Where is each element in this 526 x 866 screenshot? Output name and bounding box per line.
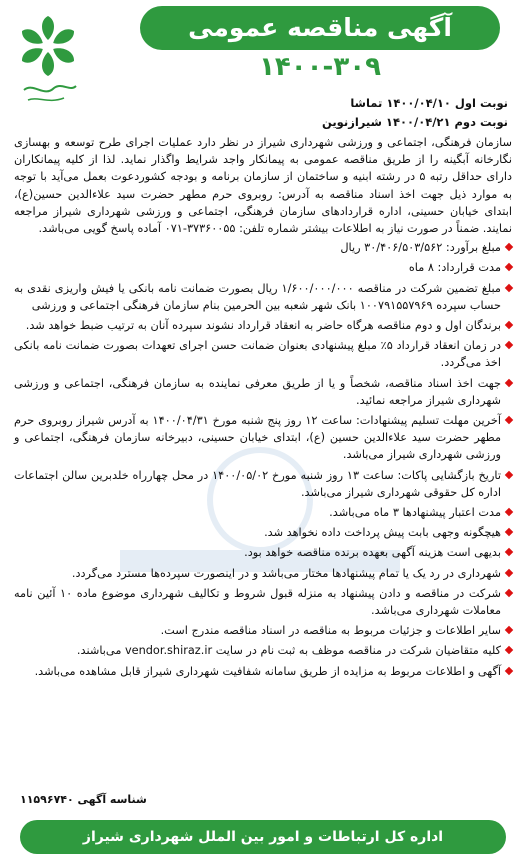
list-item-text: کلیه متقاضیان شرکت در مناقصه موظف به ثبت نام در سایت vendor.shiraz.ir می‌باشند.	[76, 644, 501, 658]
list-item-text: بدیهی است هزینه آگهی بعهده برنده مناقصه خواهد بود.	[244, 546, 501, 560]
list-item	[14, 280, 512, 314]
diamond-bullet-icon	[505, 666, 513, 674]
diamond-bullet-icon	[505, 243, 513, 251]
list-item-text: آگهی و اطلاعات مربوط به مزایده از طریق سامانه شفافیت شهرداری شیراز قابل مشاهده می‌باشد.	[34, 664, 501, 678]
list-item-text: سایر اطلاعات و جزئیات مربوط به مناقصه در اسناد مناقصه مندرج است.	[160, 624, 501, 638]
list-item-text: هیچگونه وجهی بابت پیش پرداخت داده نخواهد شد.	[264, 526, 501, 540]
list-item	[14, 412, 512, 464]
list-item-text: مبلغ تضمین شرکت در مناقصه ۱/۶۰۰/۰۰۰/۰۰۰ ریال بصورت ضمانت نامه بانکی یا فیش واریزی نقدی به حساب سپرده ۱۰۰۷۹۱۵۵۷۹۶۹ بانک شهر شعبه بین الحرمین بنام سازمان فرهنگی اجتماعی و ورزشی	[14, 281, 501, 312]
diamond-bullet-icon	[505, 548, 513, 556]
list-item	[14, 317, 512, 334]
diamond-bullet-icon	[505, 508, 513, 516]
list-item-text: شرکت در مناقصه و دادن پیشنهاد به منزله قبول شروط و تکالیف شهرداری موضوع ماده ۱۰ آئین نامه معاملات شهرداری می‌باشد.	[14, 586, 502, 618]
list-item	[14, 375, 512, 409]
list-item-text: آخرین مهلت تسلیم پیشنهادات: ساعت ۱۲ روز پنج شنبه مورخ ۱۴۰۰/۰۴/۳۱ به آدرس شیراز روبروی حرم مطهر حضرت سید علاءالدین حسین (ع)، ابتدای خیابان حسینی، دبیرخانه سازمان فرهنگی، اجتماعی و ورزشی شهرداری شیراز می‌باشد.	[14, 414, 501, 462]
list-item-text: شهرداری در رد یک یا تمام پیشنهادها مختار می‌باشد و در اینصورت سپرده‌ها مسترد می‌گردد.	[71, 566, 501, 580]
list-item-text: جهت اخذ اسناد مناقصه، شخصاً و یا از طریق معرفی نماینده به سازمان فرهنگی، اجتماعی و ورزشی شهرداری شیراز مراجعه نمائید.	[14, 376, 501, 407]
list-item	[14, 259, 512, 276]
list-item-text: مدت اعتبار پیشنهادها ۳ ماه می‌باشد.	[329, 506, 501, 520]
diamond-bullet-icon	[505, 626, 513, 634]
list-item	[14, 239, 512, 256]
list-item	[14, 544, 512, 561]
first-publication: نوبت اول ۱۴۰۰/۰۴/۱۰ تماشا	[350, 96, 508, 110]
second-publication: نوبت دوم ۱۴۰۰/۰۴/۲۱ شیرازنوین	[322, 115, 508, 129]
list-item-text: تاریخ بازگشایی پاکات: ساعت ۱۳ روز شنبه مورخ ۱۴۰۰/۰۵/۰۲ در محل چهارراه خلدبرین سالن اجتماعات اداره کل حقوقی شهرداری شیراز می‌باشد.	[14, 468, 501, 499]
list-item	[14, 585, 512, 619]
diamond-bullet-icon	[505, 283, 513, 291]
conditions-list	[14, 239, 512, 680]
diamond-bullet-icon	[505, 341, 513, 349]
list-item	[14, 622, 512, 639]
list-item	[14, 663, 512, 680]
ad-identifier: شناسه آگهی ۱۱۵۹۶۷۴۰	[20, 793, 147, 806]
tender-number: ۱۴۰۰-۳۰۹	[259, 52, 381, 82]
diamond-bullet-icon	[505, 528, 513, 536]
list-item-text: مدت قرارداد: ۸ ماه	[408, 261, 501, 275]
diamond-bullet-icon	[505, 470, 513, 478]
intro-paragraph: سازمان فرهنگی، اجتماعی و ورزشی شهرداری شیراز در نظر دارد عملیات اجرای طرح توسعه و بهسازی نگارخانه آبگینه را از طریق مناقصه عمومی به پیمانکار واجد شرایط واگذار نماید. لذا از کلیه پیمانکاران دارای حداقل رتبه ۵ در رشته ابنیه و ساختمان از سازمان برنامه و بودجه کشوردعوت بعمل می‌آید با توجه به موارد ذیل جهت اخذ اسناد مناقصه به آدرس: روبروی حرم مطهر حضرت سید علاءالدین حسین(ع)، ابتدای خیابان حسینی، اداره قراردادهای سازمان فرهنگی، اجتماعی و ورزشی شهرداری شیراز مراجعه نمایند. ضمناً در صورت نیاز به اطلاعات بیشتر شماره تلفن: ۳۷۳۶۰۰۵۵-۰۷۱ آماده پاسخ گویی می‌باشد.	[14, 136, 512, 236]
list-item-text: مبلغ برآورد: ۳۰/۴۰۶/۵۰۳/۵۶۲ ریال	[340, 241, 501, 255]
list-item	[14, 524, 512, 541]
list-item-text: برندگان اول و دوم مناقصه هرگاه حاضر به انعقاد قرارداد نشوند سپرده آنان به ترتیب ضبط خواهد شد.	[25, 319, 501, 333]
diamond-bullet-icon	[505, 568, 513, 576]
flower-logo-icon	[14, 12, 82, 112]
title-banner	[140, 6, 500, 82]
diamond-bullet-icon	[505, 589, 513, 597]
list-item-text: در زمان انعقاد قرارداد ۵٪ مبلغ پیشنهادی بعنوان ضمانت حسن اجرای تعهدات بصورت ضمانت نامه بانکی اخذ می‌گردد.	[14, 339, 502, 370]
diamond-bullet-icon	[505, 416, 513, 424]
diamond-bullet-icon	[505, 263, 513, 271]
diamond-bullet-icon	[505, 378, 513, 386]
footer-banner: اداره کل ارتباطات و امور بین الملل شهرداری شیراز	[20, 820, 506, 854]
header	[0, 0, 526, 92]
list-item	[14, 467, 512, 501]
list-item	[14, 504, 512, 521]
list-item	[14, 337, 512, 371]
diamond-bullet-icon	[505, 646, 513, 654]
notice-body	[14, 134, 512, 683]
list-item	[14, 565, 512, 582]
list-item	[14, 642, 512, 659]
notice-title: آگهی مناقصه عمومی	[140, 6, 500, 50]
diamond-bullet-icon	[505, 321, 513, 329]
